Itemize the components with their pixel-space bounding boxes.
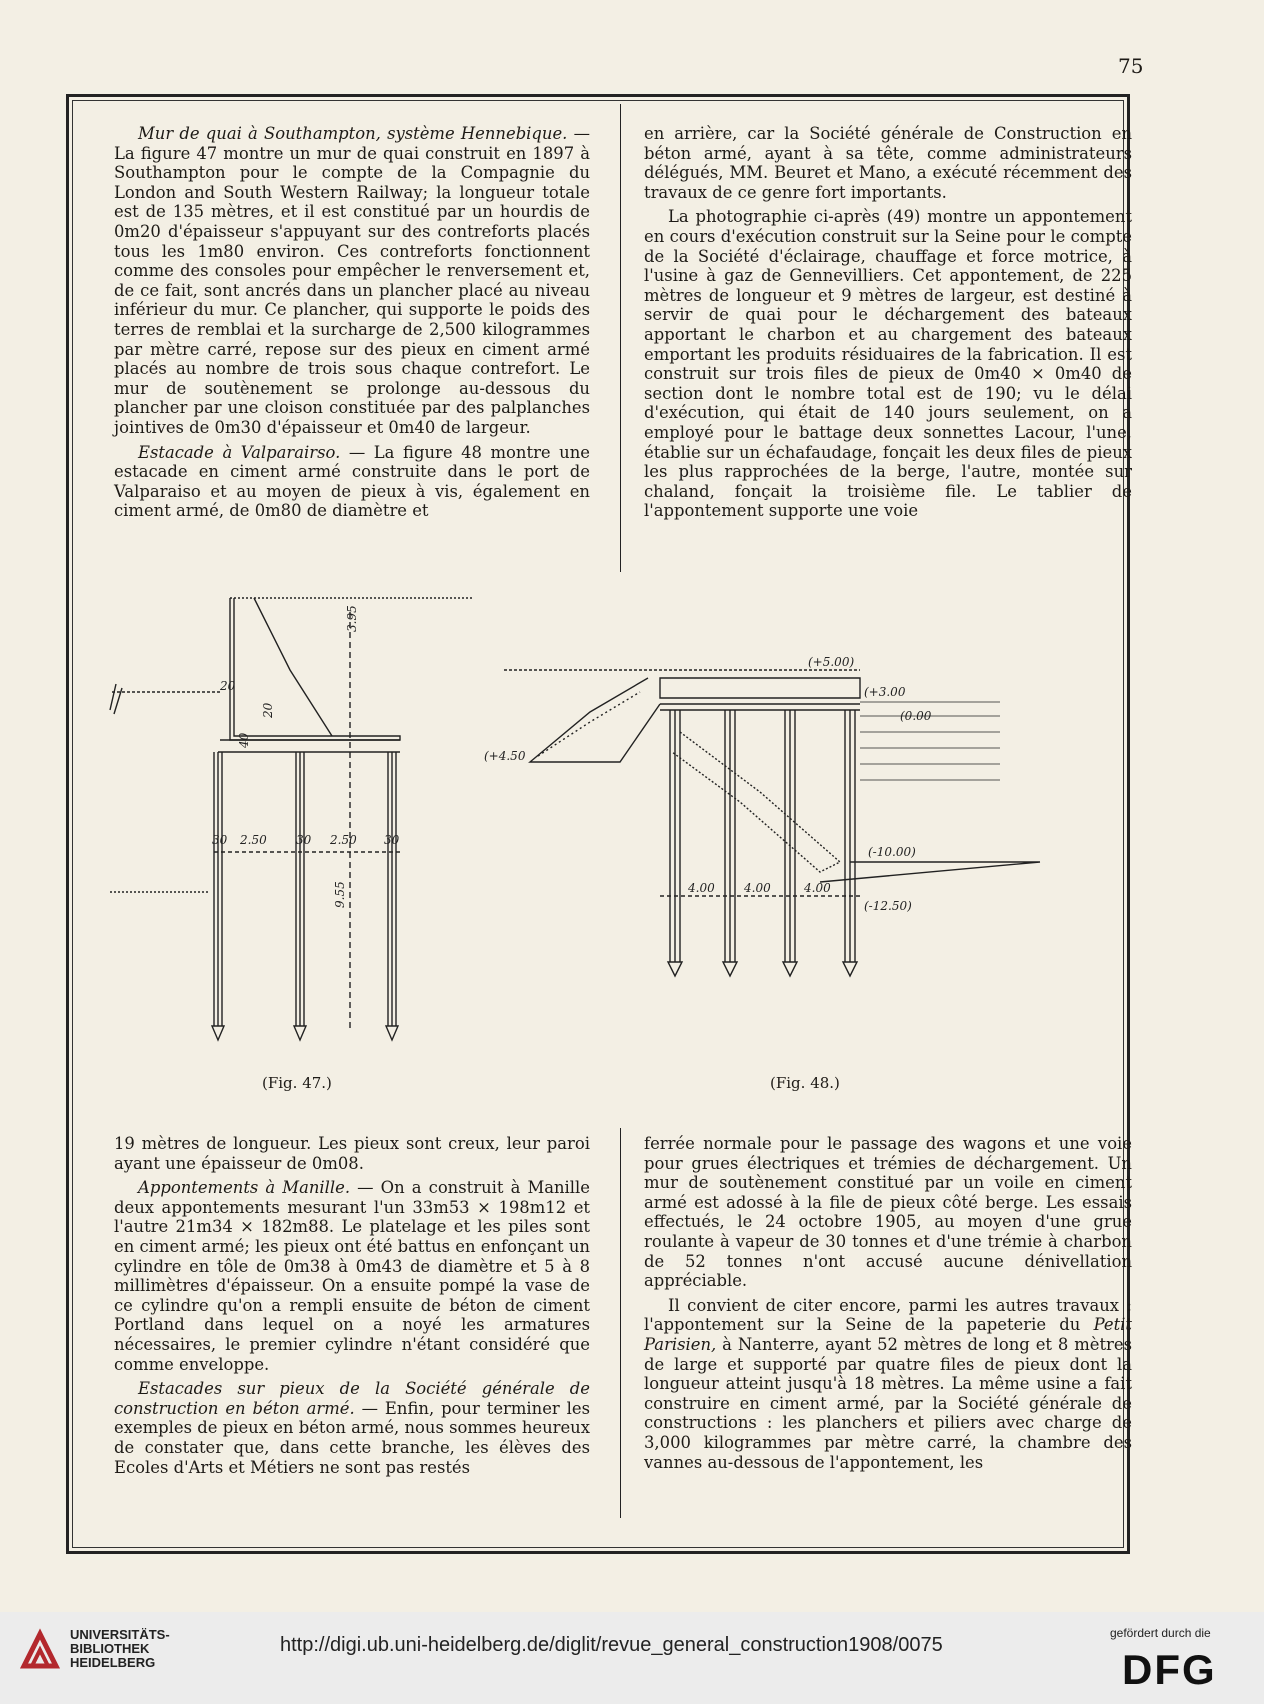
fig48-label-toe: (-12.50): [864, 899, 912, 913]
paragraph-petit-parisien: [644, 1296, 1132, 1472]
column-left-top: [114, 124, 590, 521]
column-rule-bottom: [620, 1128, 621, 1518]
fig47-label-span-a: 2.50: [240, 833, 267, 847]
text-valparaiso: — La figure 48 montre une estacade en ciment armé construite dans le port de Valparaiso et au moyen de pieux à vis, également en ciment armé, de 0m80 de diamètre et: [114, 442, 590, 521]
caption-fig-48: (Fig. 48.): [770, 1074, 840, 1092]
column-rule-top: [620, 104, 621, 572]
heading-valparaiso: Estacade à Valparairso.: [138, 442, 341, 462]
text-southampton: — La figure 47 montre un mur de quai construit en 1897 à Southampton pour le compte de la Compagnie du London and South Western Railway; la longueur totale est de 135 mètres, et il est constitué par un hourdis de 0m20 d'épaisseur s'appuyant sur des contreforts placés tous les 1m80 environ. Ces contreforts fonctionnent comme des consoles pour empêcher le renversement et, de ce fait, sont ancrés dans un plancher placé au niveau inférieur du mur. Ce plancher, qui supporte le poids des terres de remblai et la surcharge de 2,500 kilogrammes par mètre carré, repose sur des pieux en ciment armé placés au nombre de trois sous chaque contrefort. Le mur de soutènement se prolonge au-dessous du plancher par une cloison constituée par des palplanches jointives de 0m30 d'épaisseur et 0m40 de largeur.: [114, 124, 590, 437]
page-number: 75: [1118, 54, 1144, 78]
footer-bar: [0, 1612, 1264, 1704]
fig47-label-floor: 20: [261, 702, 275, 718]
fig47-label-wall: 20: [220, 679, 236, 693]
university-library-name: [70, 1628, 170, 1670]
dfg-logo: DFG: [1122, 1646, 1217, 1693]
fig47-label-pile-length: 9.55: [333, 881, 347, 908]
fig47-label-height-top: 3.95: [345, 605, 359, 632]
paragraph-continued-bottom: 19 mètres de longueur. Les pieux sont creux, leur paroi ayant une épaisseur de 0m08.: [114, 1134, 590, 1173]
fig48-label-span-2: 4.00: [744, 881, 771, 895]
figures-illustration: [100, 592, 1100, 1072]
heading-estacades: Estacades sur pieux de la Société générale de construction en béton armé.: [114, 1379, 590, 1418]
fig48-label-beam: (+3.00: [864, 685, 906, 699]
paragraph-manille: [114, 1178, 590, 1374]
column-left-bottom: [114, 1134, 590, 1477]
paragraph-southampton: [114, 124, 590, 438]
fig48-label-span-1: 4.00: [688, 881, 715, 895]
figure-48-drawing: [504, 670, 1040, 976]
library-name-line-1: UNIVERSITÄTS-: [70, 1627, 170, 1642]
university-library-logo-icon: [18, 1628, 62, 1672]
fig47-label-slab: 40: [237, 732, 251, 748]
fig48-label-bed: (-10.00): [868, 845, 916, 859]
paragraph-continued-top: en arrière, car la Société générale de Construction en béton armé, ayant à sa tête, comme administrateurs délégués, MM. Beuret et Mano, a exécuté récemment des travaux de ce genre fort importants.: [644, 124, 1132, 202]
heading-manille: Appontements à Manille.: [138, 1178, 351, 1198]
fig47-label-pile-a: 30: [212, 833, 228, 847]
paragraph-voie-ferree: ferrée normale pour le passage des wagons et une voie pour grues électriques et trémies de déchargement. Un mur de soutènement constitué par un voile en ciment armé est adossé à la file de pieux côté berge. Les essais effectués, le 24 octobre 1905, au moyen d'une grue roulante à vapeur de 30 tonnes et d'une trémie à charbon de 52 tonnes n'ont accusé aucune dénivellation appréciable.: [644, 1134, 1132, 1291]
text-estacades: — Enfin, pour terminer les exemples de pieux en béton armé, nous sommes heureux de constater que, dans cette branche, les élèves des Ecoles d'Arts et Métiers ne sont pas restés: [114, 1398, 591, 1477]
fig48-label-span-3: 4.00: [804, 881, 831, 895]
figure-47-drawing: [110, 598, 472, 1040]
fig47-label-pile-c: 30: [384, 833, 400, 847]
library-name-line-2: BIBLIOTHEK: [70, 1641, 150, 1656]
paragraph-gennevilliers: La photographie ci-après (49) montre un appontement en cours d'exécution construit sur la Seine pour le compte de la Société d'éclairage, chauffage et force motrice, à l'usine à gaz de Gennevilliers. Cet appontement, de 225 mètres de longueur et 9 mètres de largeur, est destiné à servir de quai pour le déchargement des bateaux apportant le charbon et au chargement des bateaux emportant les produits résiduaires de la fabrication. Il est construit sur trois files de pieux de 0m40 × 0m40 de section dont le nombre total est de 190; vu le délai d'exécution, qui était de 140 jours seulement, on a employé pour le battage deux sonnettes Lacour, l'une, établie sur un échafaudage, fonçait les deux files de pieux les plus rapprochées de la berge, l'autre, montée sur chaland, fonçait la troisième file. Le tablier de l'appontement supporte une voie: [644, 207, 1132, 521]
heading-southampton: Mur de quai à Southampton, système Hennebique.: [138, 124, 568, 143]
paragraph-estacades: [114, 1379, 590, 1477]
fig47-label-pile-b: 30: [296, 833, 312, 847]
text-petit-parisien: Petit Parisien,: [644, 1315, 1132, 1354]
text-manille: — On a construit à Manille deux appontements mesurant l'un 33m53 × 198m12 et l'autre 21m34 × 182m88. Le platelage et les piles sont en ciment armé; les pieux ont été battus en enfonçant un cylindre en tôle de 0m38 à 0m43 de diamètre et 5 à 8 millimètres d'épaisseur. On a ensuite pompé la vase de ce cylindre qu'on a rempli ensuite de béton de ciment Portland dans lequel on a noyé les armatures nécessaires, le premier cylindre n'étant considéré que comme enveloppe.: [114, 1178, 590, 1374]
paragraph-valparaiso: [114, 443, 590, 521]
library-name-line-3: HEIDELBERG: [70, 1655, 156, 1670]
column-right-bottom: [644, 1134, 1132, 1472]
fig48-label-bank: (+4.50: [484, 749, 526, 763]
fig47-label-span-b: 2.50: [330, 833, 357, 847]
text-travaux-a: Il convient de citer encore, parmi les autres travaux : l'appontement sur la Seine de la papeterie du: [644, 1295, 1132, 1335]
column-right-top: [644, 124, 1132, 521]
sponsor-caption: gefördert durch die: [1110, 1626, 1211, 1640]
fig48-label-deck: (+5.00): [808, 655, 855, 669]
fig48-label-water: (0.00: [900, 709, 932, 723]
source-url-link[interactable]: http://digi.ub.uni-heidelberg.de/diglit/revue_general_construction1908/0075: [280, 1634, 943, 1656]
text-travaux-b: à Nanterre, ayant 52 mètres de long et 8 mètres de large et supporté par quatre files de pieux dont la longueur atteint jusqu'à 18 mètres. La même usine a fait construire en ciment armé, par la Société générale de constructions : les planchers et piliers avec charge de 3,000 kilogrammes par mètre carré, la chambre des vannes au-dessous de l'appontement, les: [644, 1334, 1132, 1472]
caption-fig-47: (Fig. 47.): [262, 1074, 332, 1092]
